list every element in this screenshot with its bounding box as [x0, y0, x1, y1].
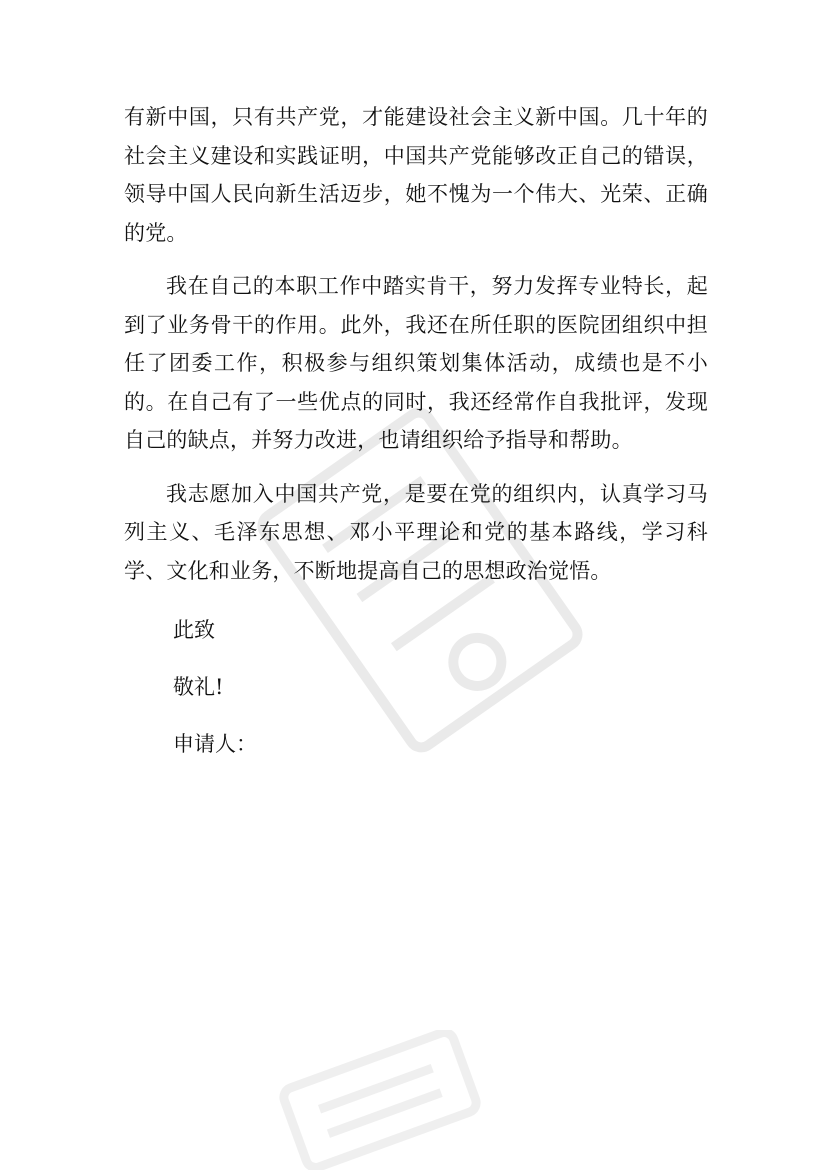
paragraph-1: 有新中国，只有共产党，才能建设社会主义新中国。几十年的社会主义建设和实践证明，中国共产党能够改正自己的错误，领导中国人民向新生活迈步，她不愧为一个伟大、光荣、正确的党。: [124, 105, 708, 245]
paragraph-3: 我志愿加入中国共产党，是要在党的组织内，认真学习马列主义、毛泽东思想、邓小平理论和党的基本路线，学习科学、文化和业务，不断地提高自己的思想政治觉悟。: [124, 481, 708, 583]
salutation-text: 此致: [173, 618, 215, 642]
applicant-label: 申请人：: [173, 732, 257, 756]
document-body: [124, 98, 708, 763]
regards-text: 敬礼!: [173, 675, 224, 699]
paragraph-2: 我在自己的本职工作中踏实肯干，努力发挥专业特长，起到了业务骨干的作用。此外，我还在所任职的医院团组织中担任了团委工作，积极参与组织策划集体活动，成绩也是不小的。在自己有了一些优点的同时，我还经常作自我批评，发现自己的缺点，并努力改进，也请组织给予指导和帮助。: [124, 274, 708, 452]
watermark-graphic-bottom: [250, 1030, 510, 1170]
closing-block: [173, 611, 708, 763]
